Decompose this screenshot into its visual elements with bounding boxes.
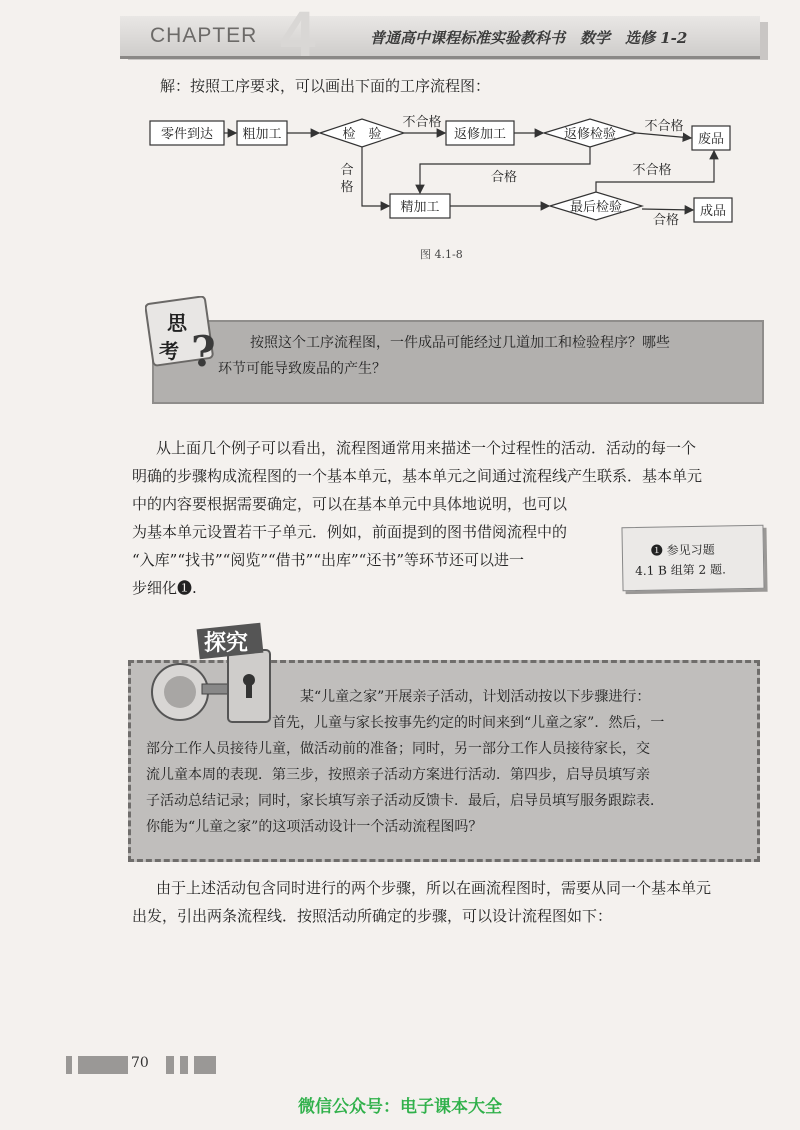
explore-badge-icon [140, 622, 280, 732]
svg-text:探究: 探究 [204, 630, 249, 656]
figure-caption: 图 4.1-8 [420, 248, 463, 261]
think-line-1: 按照这个工序流程图，一件成品可能经过几道加工和检验程序？哪些 [250, 335, 670, 351]
svg-text:考: 考 [159, 339, 179, 363]
body-line: 步细化❶. [132, 579, 197, 597]
node-inspect-label: 检 验 [342, 127, 382, 142]
edge-label-pass-rework: 合格 [490, 170, 518, 185]
body-line: 从上面几个例子可以看出，流程图通常用来描述一个过程性的活动．活动的每一个 [156, 439, 697, 457]
note-line-2: 4.1 B 组第 2 题. [635, 562, 726, 579]
footer-bar [66, 1056, 72, 1074]
body-line: “入库”“找书”“阅览”“借书”“出库”“还书”等环节还可以进一 [132, 551, 525, 569]
body2-line: 出发，引出两条流程线．按照活动所确定的步骤，可以设计流程图如下： [132, 907, 613, 925]
node-fine-label: 精加工 [400, 200, 440, 215]
page-number: 70 [131, 1055, 149, 1071]
body-line: 为基本单元设置若干子单元．例如，前面提到的图书借阅流程中的 [132, 523, 568, 541]
svg-text:?: ? [191, 327, 216, 376]
explore-line: 某“儿童之家”开展亲子活动，计划活动按以下步骤进行： [300, 689, 651, 705]
body-line: 中的内容要根据需要确定，可以在基本单元中具体地说明，也可以 [132, 495, 568, 513]
node-product-label: 成品 [699, 204, 727, 219]
explore-line: 部分工作人员接待儿童，做活动前的准备；同时，另一部分工作人员接待家长，交 [146, 741, 650, 757]
process-flowchart [140, 110, 760, 240]
note-line-1: ❶ 参见习题 [650, 542, 715, 558]
node-scrap-label: 废品 [697, 132, 725, 147]
node-rework-label: 返修加工 [453, 127, 507, 142]
explore-line: 流儿童本周的表现．第三步，按照亲子活动方案进行活动．第四步，启导员填写亲 [146, 767, 650, 783]
margin-note [621, 525, 764, 591]
watermark: 微信公众号：电子课本大全 [298, 1097, 502, 1117]
node-arrive-label: 零件到达 [160, 127, 214, 142]
chapter-number: 4 [280, 0, 316, 70]
chapter-label: CHAPTER [150, 24, 258, 47]
edge-label-fail-2: 不合格 [644, 119, 684, 134]
edge-label-fail-3: 不合格 [632, 163, 672, 178]
node-rework-check-label: 返修检验 [563, 127, 617, 142]
edge-label-pass-final: 合格 [652, 213, 680, 228]
book-title: 普通高中课程标准实验教科书 数学 选修 1-2 [370, 29, 688, 47]
svg-text:思: 思 [167, 311, 187, 335]
body-line: 明确的步骤构成流程图的一个基本单元，基本单元之间通过流程线产生联系．基本单元 [132, 467, 703, 485]
explore-line: 你能为“儿童之家”的这项活动设计一个活动流程图吗？ [146, 819, 483, 835]
think-line-2: 环节可能导致废品的产生？ [218, 361, 386, 377]
footer-bar [180, 1056, 188, 1074]
page-header [120, 0, 760, 70]
body2-line: 由于上述活动包含同时进行的两个步骤，所以在画流程图时，需要从同一个基本单元 [156, 879, 712, 897]
think-badge-icon [145, 296, 227, 378]
footer-bar [78, 1056, 128, 1074]
footer-bar [194, 1056, 216, 1074]
explore-line: 首先，儿童与家长按事先约定的时间来到“儿童之家”．然后，一 [272, 715, 665, 731]
edge-label-fail-1: 不合格 [402, 115, 442, 130]
edge-label-pass-vertical: 合格 [340, 163, 354, 195]
node-rough-label: 粗加工 [242, 127, 282, 142]
explore-line: 子活动总结记录；同时，家长填写亲子活动反馈卡．最后，启导员填写服务跟踪表． [146, 793, 664, 809]
solution-intro: 解：按照工序要求，可以画出下面的工序流程图： [160, 77, 491, 95]
footer-bar [166, 1056, 174, 1074]
node-final-check-label: 最后检验 [569, 200, 623, 215]
